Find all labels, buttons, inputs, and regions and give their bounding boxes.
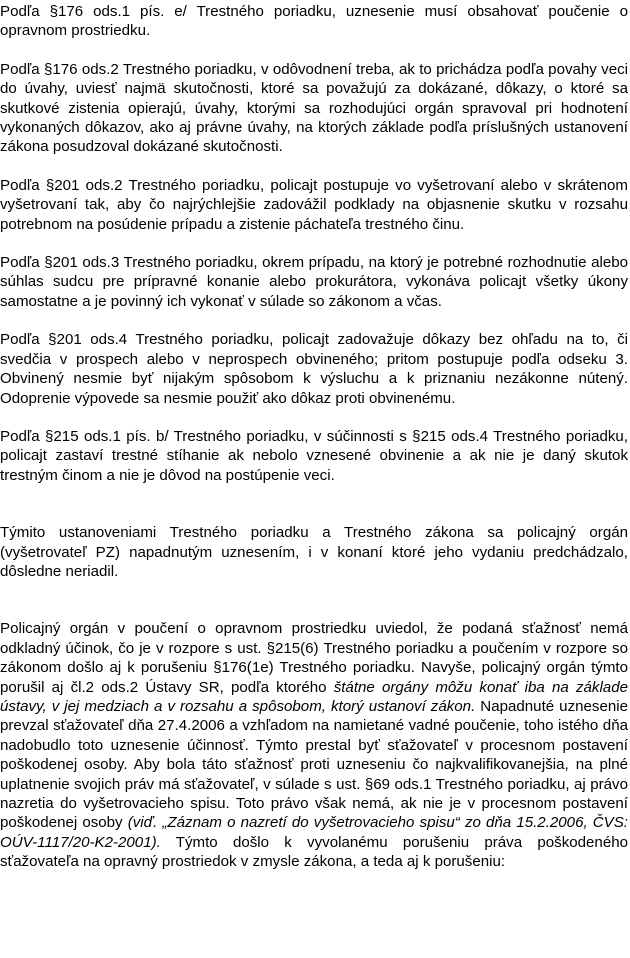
record-reference: (viď. „Záznam o nazretí do vyšetrovacieho spisu“ zo dňa 15.2.2006, ČVS: OÚV-1117/20-K2-2001). (0, 814, 629, 851)
complaint-text-part-1: Policajný orgán v poučení o opravnom prostriedku uviedol, že podaná sťažnosť nemá odkladný účinok, čo je v rozpore s ust. §215(6) Trestného poriadku a poučením v rozpore so zákonom došlo aj k porušeniu §176(1e) Trestného poriadku. Navyše, policajný orgán týmto porušil aj čl.2 ods.2 Ústavy SR, podľa ktorého (0, 620, 628, 696)
paragraph-spacer (0, 408, 628, 427)
paragraph-spacer (0, 234, 628, 253)
paragraph-201-3: Podľa §201 ods.3 Trestného poriadku, okrem prípadu, na ktorý je potrebné rozhodnutie alebo súhlas sudcu pre prípravné konanie alebo prokurátora, vykonáva policajt všetky úkony samostatne a je povinný ich vykonať v súlade so zákonom a včas. (0, 254, 628, 310)
paragraph-201-2: Podľa §201 ods.2 Trestného poriadku, policajt postupuje vo vyšetrovaní alebo v skrátenom vyšetrovaní tak, aby čo najrýchlejšie zadovážil podklady na objasnenie skutku v rozsahu potrebnom na posúdenie prípadu a zistenie páchateľa trestného činu. (0, 176, 628, 233)
paragraph-spacer (0, 485, 628, 523)
paragraph-complaint (0, 619, 628, 871)
constitution-quote: štátne orgány môžu konať iba na základe ústavy, v jej medziach a v rozsahu a spôsobom, ktorý ustanoví zákon. (0, 678, 628, 715)
paragraph-summary: Týmito ustanoveniami Trestného poriadku a Trestného zákona sa policajný orgán (vyšetrovateľ PZ) napadnutým uznesením, i v konaní ktoré jeho vydaniu predchádzalo, dôsledne neriadil. (0, 524, 628, 580)
complaint-text-part-2: Napadnuté uznesenie prevzal sťažovateľ dňa 27.4.2006 a vzhľadom na namietané vadné poučenie, toho istého dňa nadobudlo toto uznesenie účinnosť. Týmto prestal byť sťažovateľ v procesnom postavení poškodenej osoby. Aby bola táto sťažnosť proti uzneseniu čo najkvalifikovanejšia, na plné uplatnenie svojich práv má sťažovateľ, v súlade s ust. §69 ods.1 Trestného poriadku, aj právo nazretia do vyšetrovacieho spisu. Toto právo však nemá, ak nie je v procesnom postavení poškodenej osoby (0, 697, 628, 832)
complaint-text-part-3: Týmto došlo k vyvolanému porušeniu práva poškodeného sťažovateľa na opravný prostriedok v zmysle zákona, a teda aj k porušeniu: (0, 833, 628, 871)
paragraph-spacer (0, 41, 628, 60)
paragraph-spacer (0, 581, 628, 619)
paragraph-201-4: Podľa §201 ods.4 Trestného poriadku, policajt zadovažuje dôkazy bez ohľadu na to, či svedčia v prospech alebo v neprospech obvineného; pritom postupuje podľa odseku 3. Obvinený nesmie byť nijakým spôsobom k výsluchu a k priznaniu nezákonne nútený. Odoprenie výpovede sa nesmie použiť ako dôkaz proti obvinenému. (0, 331, 628, 407)
paragraph-176-2: Podľa §176 ods.2 Trestného poriadku, v odôvodnení treba, ak to prichádza podľa povahy veci do úvahy, uviesť najmä skutočnosti, ktoré sa považujú za dokázané, dôkazy, o ktoré sa skutkové zistenia opierajú, úvahy, ktorými sa rozhodujúci orgán spravoval pri hodnotení vykonaných dôkazov, ako aj právne úvahy, na ktorých základe podľa príslušných ustanovení zákona posudzoval dokázané skutočnosti. (0, 60, 628, 156)
paragraph-spacer (0, 157, 628, 176)
paragraph-spacer (0, 311, 628, 330)
paragraph-176-1: Podľa §176 ods.1 pís. e/ Trestného poriadku, uznesenie musí obsahovať poučenie o opravnom prostriedku. (0, 3, 628, 40)
paragraph-215-1: Podľa §215 ods.1 pís. b/ Trestného poriadku, v súčinnosti s §215 ods.4 Trestného poriadku, policajt zastaví trestné stíhanie ak nebolo vznesené obvinenie a ak nie je daný skutok trestným činom a nie je dôvod na postúpenie veci. (0, 427, 628, 484)
